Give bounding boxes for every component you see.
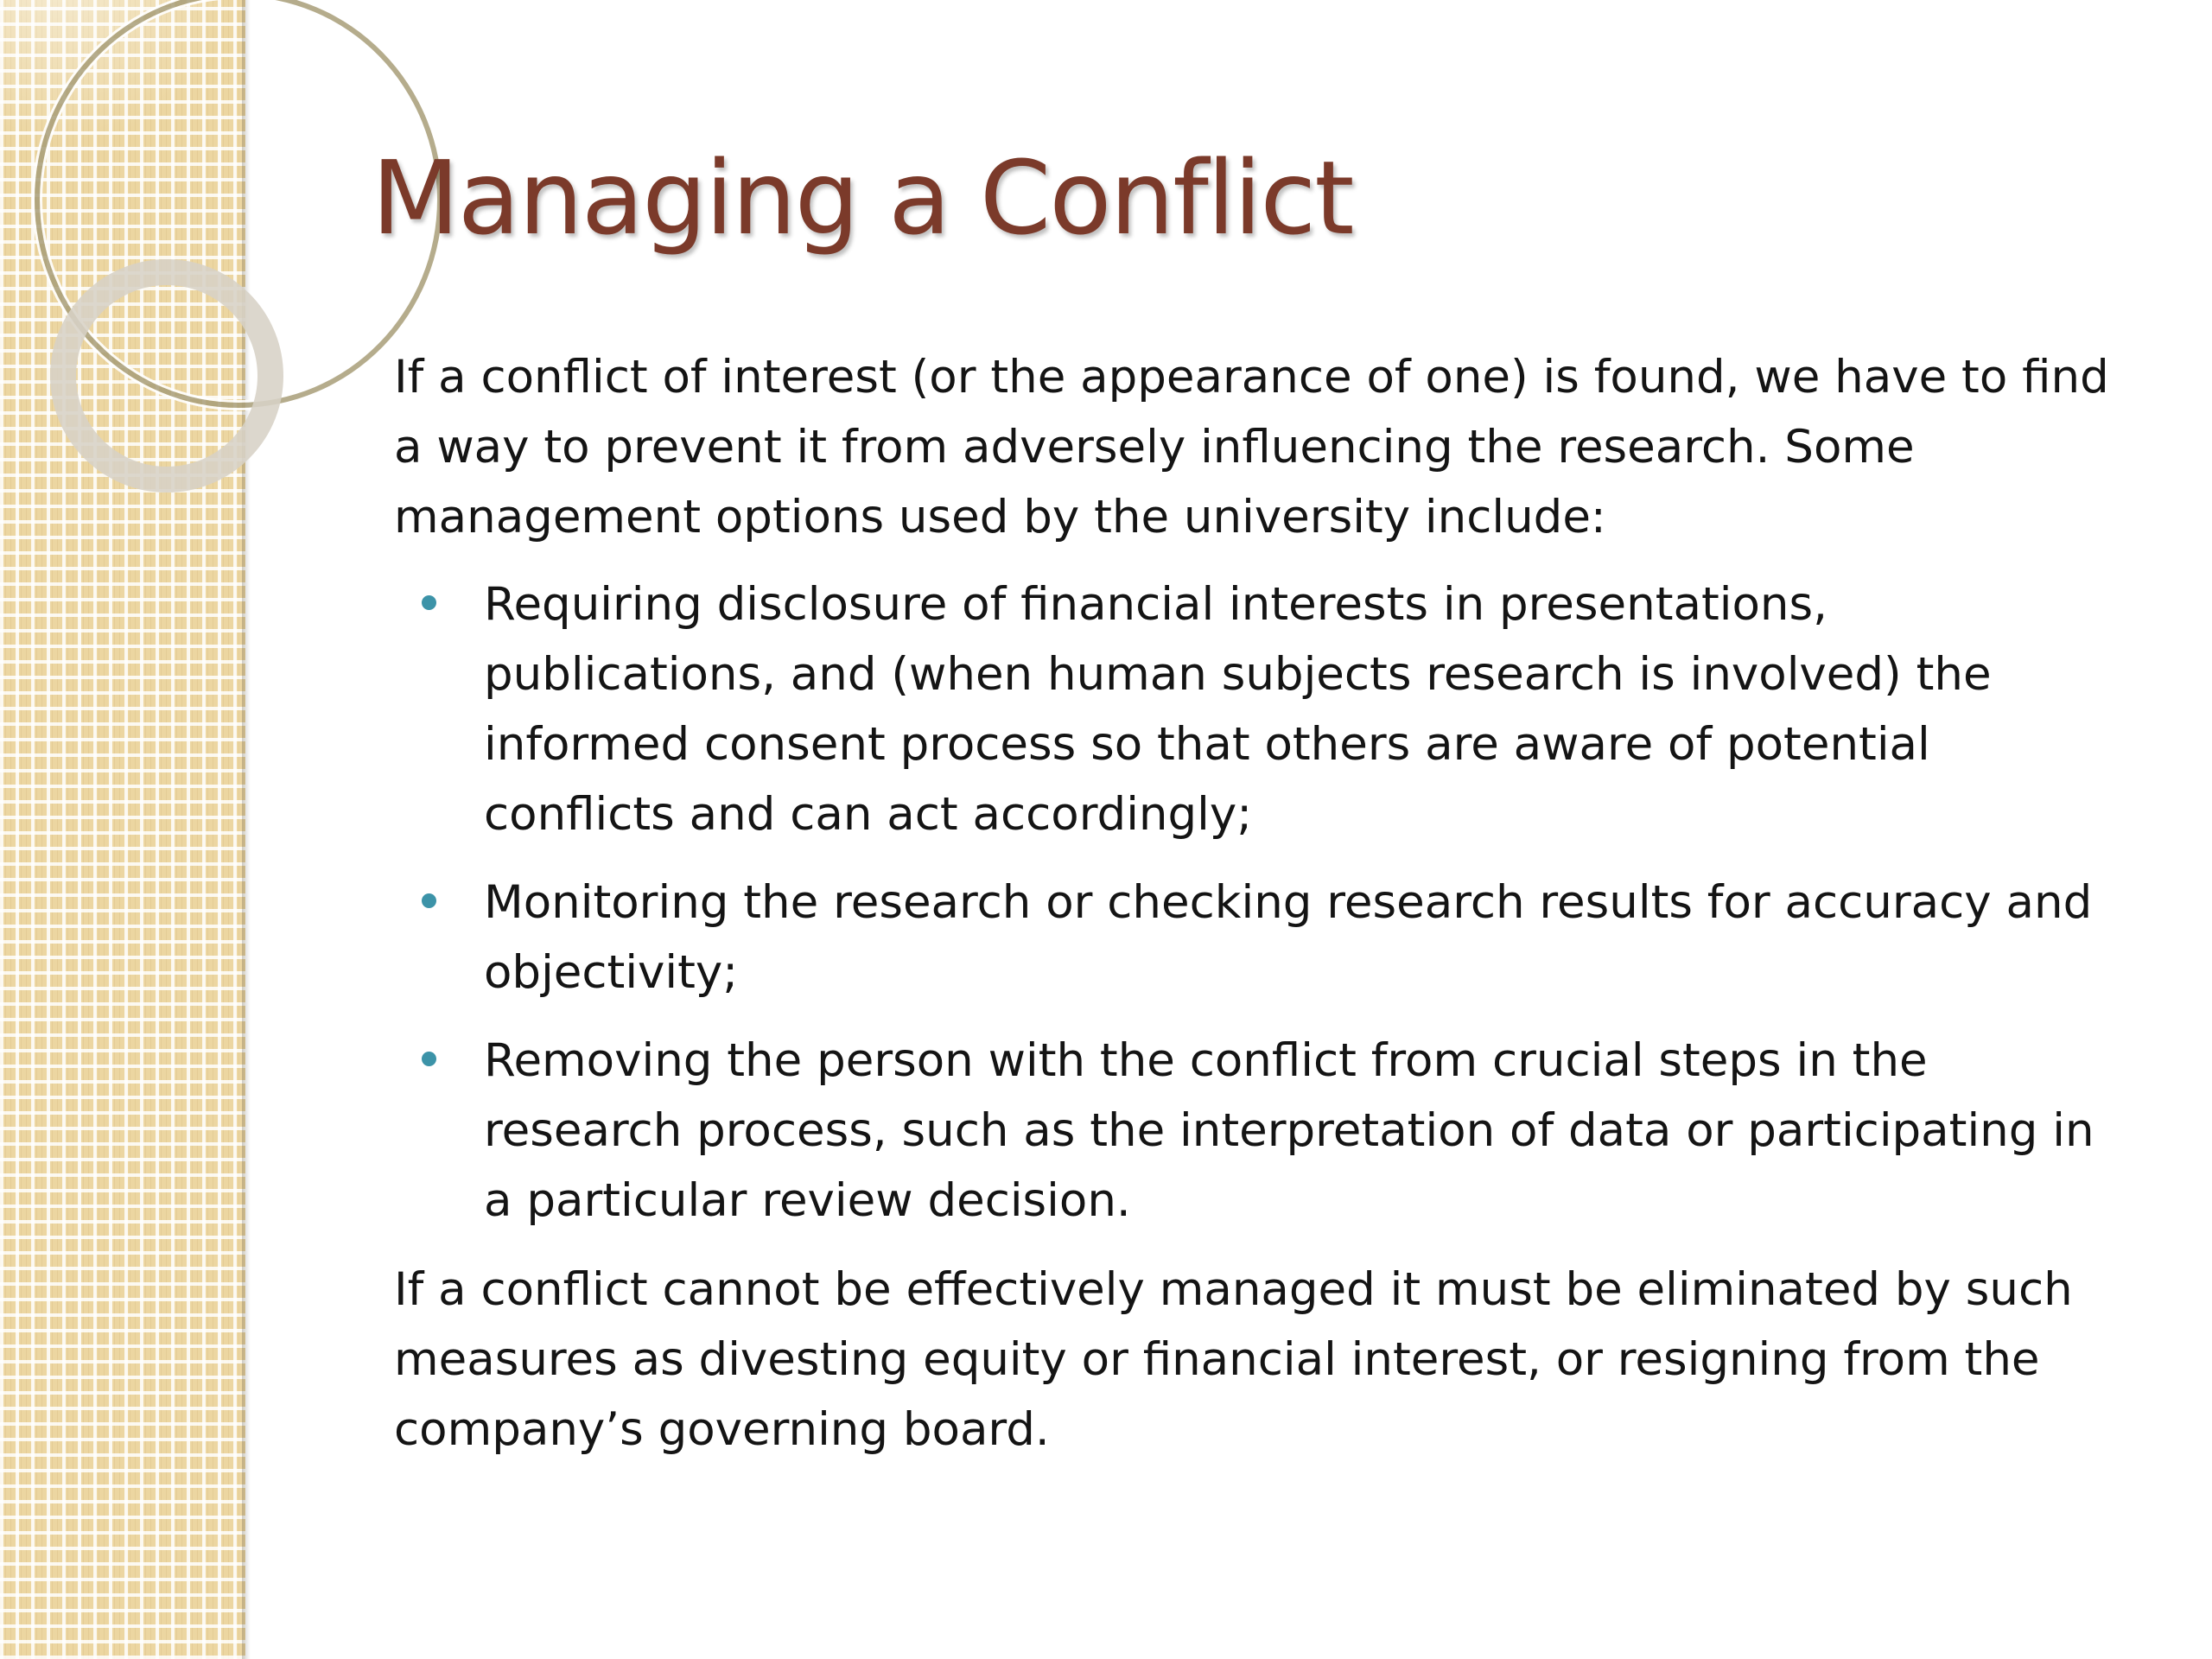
bullet-dot-icon — [422, 595, 436, 610]
bullet-list — [394, 569, 2122, 1236]
bullet-dot-icon — [422, 1052, 436, 1066]
bullet-text: Requiring disclosure of financial interests in presentations, publications, and (when human subjects research is involved) the informed consent process so that others are aware of potential conflicts and can act accordingly; — [484, 578, 1992, 841]
slide-body — [394, 342, 2122, 1465]
closing-paragraph: If a conflict cannot be effectively managed it must be eliminated by such measures as divesting equity or financial interest, or resigning from the company’s governing board. — [394, 1263, 2073, 1456]
slide-title: Managing a Conflict — [372, 138, 1353, 257]
bullet-item — [394, 868, 2122, 1007]
bullet-text: Removing the person with the conflict from crucial steps in the research process, such as the interpretation of data or participating in a particular review decision. — [484, 1034, 2094, 1227]
bullet-item — [394, 1026, 2122, 1236]
bullet-text: Monitoring the research or checking research results for accuracy and objectivity; — [484, 876, 2093, 999]
bullet-dot-icon — [422, 893, 436, 908]
intro-paragraph: If a conflict of interest (or the appearance of one) is found, we have to find a way to prevent it from adversely influencing the research. Some management options used by the university include: — [394, 351, 2109, 543]
decorative-ring-small — [50, 259, 283, 493]
bullet-item — [394, 569, 2122, 849]
